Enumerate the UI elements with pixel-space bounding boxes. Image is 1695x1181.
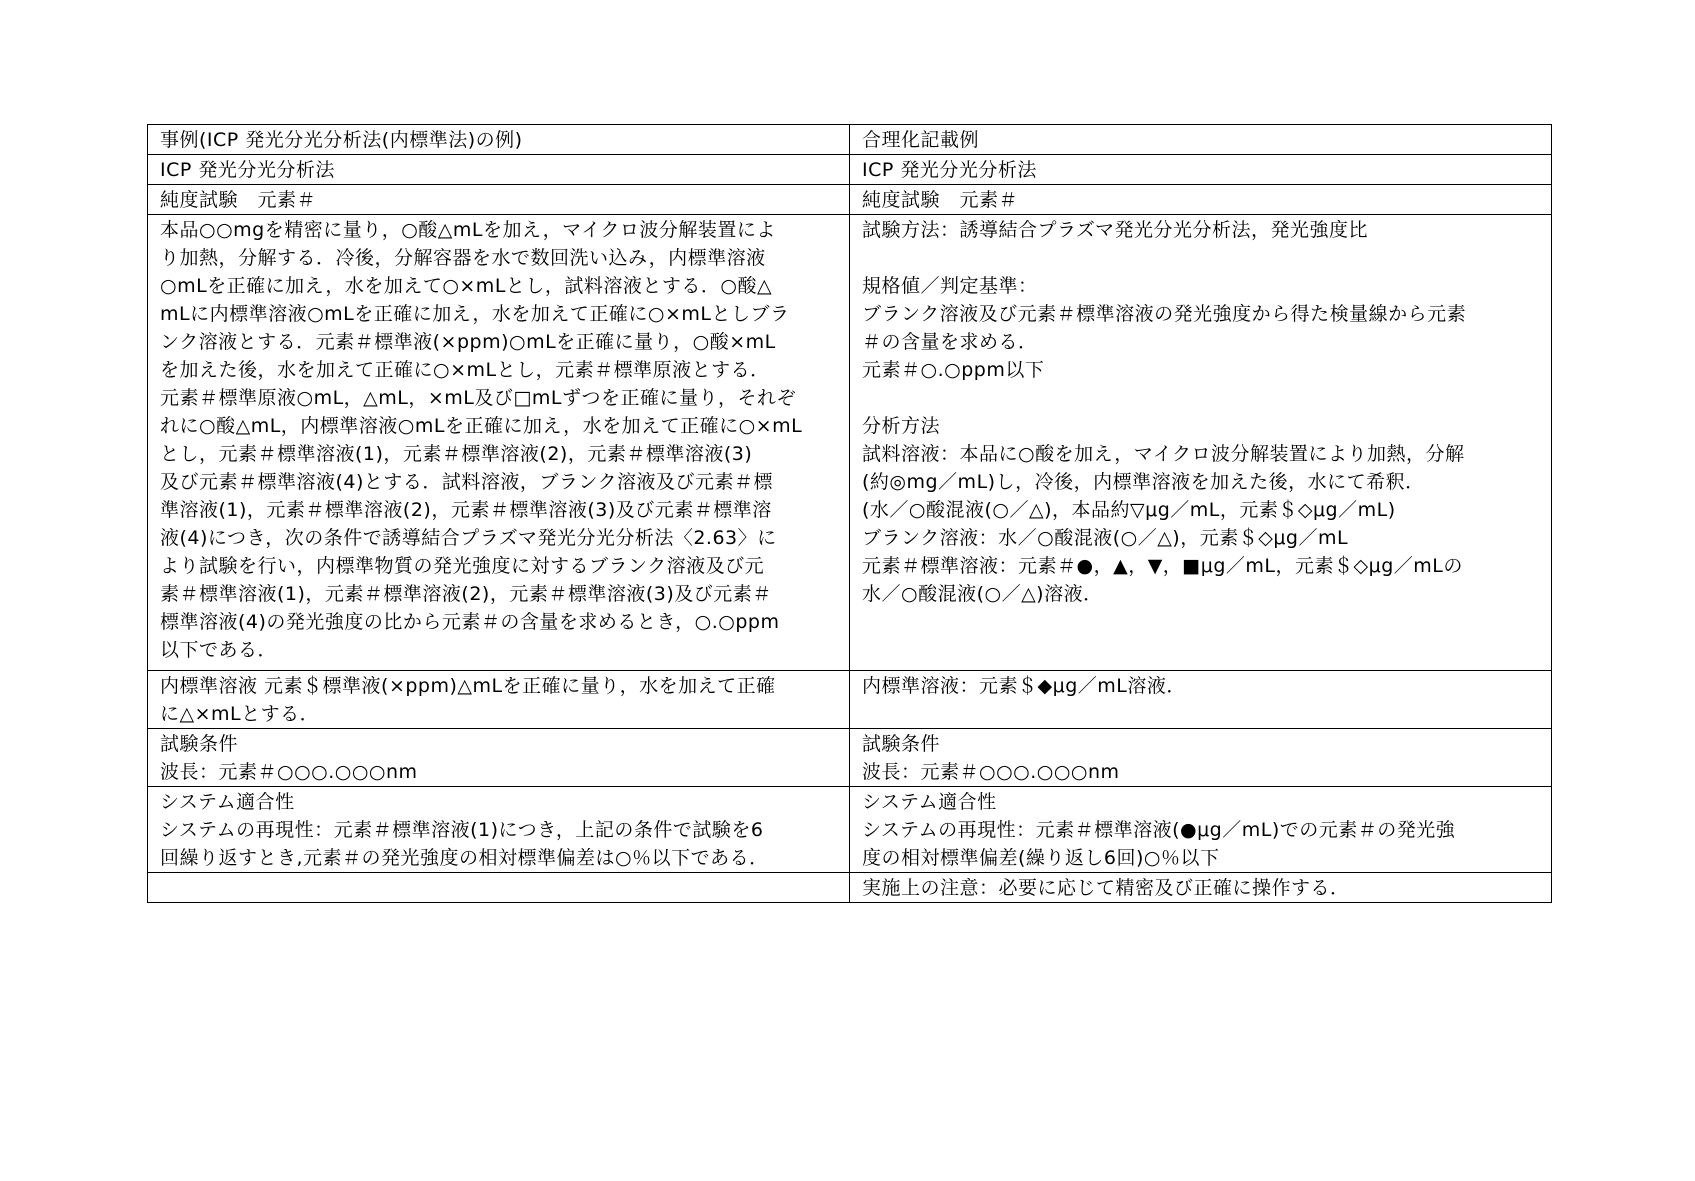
rationalized-cell	[850, 729, 1552, 787]
procedure-row	[148, 215, 1552, 671]
text-line: ICP 発光分光分析法	[160, 159, 335, 181]
text-line: 以下である．	[160, 639, 278, 661]
text-line: 試料溶液：本品に○酸を加え，マイクロ波分解装置により加熱，分解	[862, 443, 1465, 465]
text-line: システムの再現性：元素＃標準溶液(1)につき，上記の条件で試験を6	[160, 819, 764, 841]
text-line: ンク溶液とする．元素＃標準液(×ppm)○mLを正確に量り，○酸×mL	[160, 331, 776, 353]
text-line: 実施上の注意：必要に応じて精密及び正確に操作する．	[862, 877, 1350, 899]
rationalized-cell	[850, 125, 1552, 155]
text-line: 内標準溶液：元素＄◆μg／mL溶液．	[862, 675, 1186, 697]
text-line: 元素＃○.○ppm以下	[862, 359, 1045, 381]
text-line: 試験条件	[862, 733, 941, 755]
text-line	[862, 244, 1541, 272]
text-line: 試験条件	[160, 733, 239, 755]
text-line: に△×mLとする．	[160, 703, 320, 725]
text-line: 波長：元素＃○○○.○○○nm	[862, 761, 1120, 783]
text-line: 度の相対標準偏差(繰り返し6回)○％以下	[862, 847, 1220, 869]
text-line: 内標準溶液 元素＄標準液(×ppm)△mLを正確に量り，水を加えて正確	[160, 675, 776, 697]
text-line: 分析方法	[862, 415, 941, 437]
text-line: より試験を行い，内標準物質の発光強度に対するブランク溶液及び元	[160, 555, 765, 577]
comparison-table	[147, 124, 1552, 903]
text-line: 合理化記載例	[862, 129, 980, 151]
text-line: 及び元素＃標準溶液(4)とする．試料溶液，ブランク溶液及び元素＃標	[160, 471, 774, 493]
text-line: システム適合性	[862, 791, 997, 813]
text-line: 水／○酸混液(○／△)溶液．	[862, 583, 1103, 605]
text-line	[862, 384, 1541, 412]
example-cell	[148, 873, 850, 903]
text-line: とし，元素＃標準溶液(1)，元素＃標準溶液(2)，元素＃標準溶液(3)	[160, 443, 753, 465]
text-line: 回繰り返すとき,元素＃の発光強度の相対標準偏差は○％以下である．	[160, 847, 769, 869]
text-line: 試験方法：誘導結合プラズマ発光分光分析法，発光強度比	[862, 219, 1369, 241]
text-line: ＃の含量を求める．	[862, 331, 1038, 353]
text-line: 元素＃標準原液○mL，△mL，×mL及び□mLずつを正確に量り，それぞ	[160, 387, 796, 409]
text-line: (約◎mg／mL)し，冷後，内標準溶液を加えた後，水にて希釈．	[862, 471, 1425, 493]
text-line: ブランク溶液及び元素＃標準溶液の発光強度から得た検量線から元素	[862, 303, 1467, 325]
text-line: 標準溶液(4)の発光強度の比から元素＃の含量を求めるとき，○.○ppm	[160, 611, 780, 633]
method-row	[148, 155, 1552, 185]
rationalized-cell	[850, 185, 1552, 215]
text-line: 純度試験 元素＃	[862, 189, 1019, 211]
text-line: ○mLを正確に加え，水を加えて○×mLとし，試料溶液とする．○酸△	[160, 275, 773, 297]
rationalized-cell	[850, 873, 1552, 903]
text-line: mLに内標準溶液○mLを正確に加え，水を加えて正確に○×mLとしブラ	[160, 303, 790, 325]
text-line: システム適合性	[160, 791, 295, 813]
text-line: れに○酸△mL，内標準溶液○mLを正確に加え，水を加えて正確に○×mL	[160, 415, 803, 437]
example-cell	[148, 215, 850, 671]
text-line: 波長：元素＃○○○.○○○nm	[160, 761, 418, 783]
example-cell	[148, 729, 850, 787]
rationalized-cell	[850, 671, 1552, 729]
text-line: 規格値／判定基準：	[862, 275, 1038, 297]
text-line: ブランク溶液：水／○酸混液(○／△)，元素＄◇μg／mL	[862, 527, 1349, 549]
example-cell	[148, 155, 850, 185]
example-cell	[148, 671, 850, 729]
text-line: 準溶液(1)，元素＃標準溶液(2)，元素＃標準溶液(3)及び元素＃標準溶	[160, 499, 772, 521]
test-title-row	[148, 185, 1552, 215]
header-row	[148, 125, 1552, 155]
text-line: 素＃標準溶液(1)，元素＃標準溶液(2)，元素＃標準溶液(3)及び元素＃	[160, 583, 772, 605]
test-conditions-row	[148, 729, 1552, 787]
example-cell	[148, 125, 850, 155]
internal-standard-row	[148, 671, 1552, 729]
text-line: 純度試験 元素＃	[160, 189, 317, 211]
text-line: を加えた後，水を加えて正確に○×mLとし，元素＃標準原液とする．	[160, 359, 770, 381]
system-suitability-row	[148, 787, 1552, 873]
example-cell	[148, 787, 850, 873]
text-line: 本品○○mgを精密に量り，○酸△mLを加え，マイクロ波分解装置によ	[160, 219, 776, 241]
notes-row	[148, 873, 1552, 903]
rationalized-cell	[850, 155, 1552, 185]
text-line: 事例(ICP 発光分光分析法(内標準法)の例)	[160, 129, 523, 151]
text-line: 元素＃標準溶液：元素＃●，▲，▼，■μg／mL，元素＄◇μg／mLの	[862, 555, 1463, 577]
rationalized-cell	[850, 787, 1552, 873]
example-cell	[148, 185, 850, 215]
text-line: り加熱，分解する．冷後，分解容器を水で数回洗い込み，内標準溶液	[160, 247, 766, 269]
text-line: (水／○酸混液(○／△)，本品約▽μg／mL，元素＄◇μg／mL)	[862, 499, 1396, 521]
text-line: システムの再現性：元素＃標準溶液(●μg／mL)での元素＃の発光強	[862, 819, 1456, 841]
text-line: 液(4)につき，次の条件で誘導結合プラズマ発光分光分析法〈2.63〉に	[160, 527, 777, 549]
text-line: ICP 発光分光分析法	[862, 159, 1037, 181]
rationalized-cell	[850, 215, 1552, 671]
